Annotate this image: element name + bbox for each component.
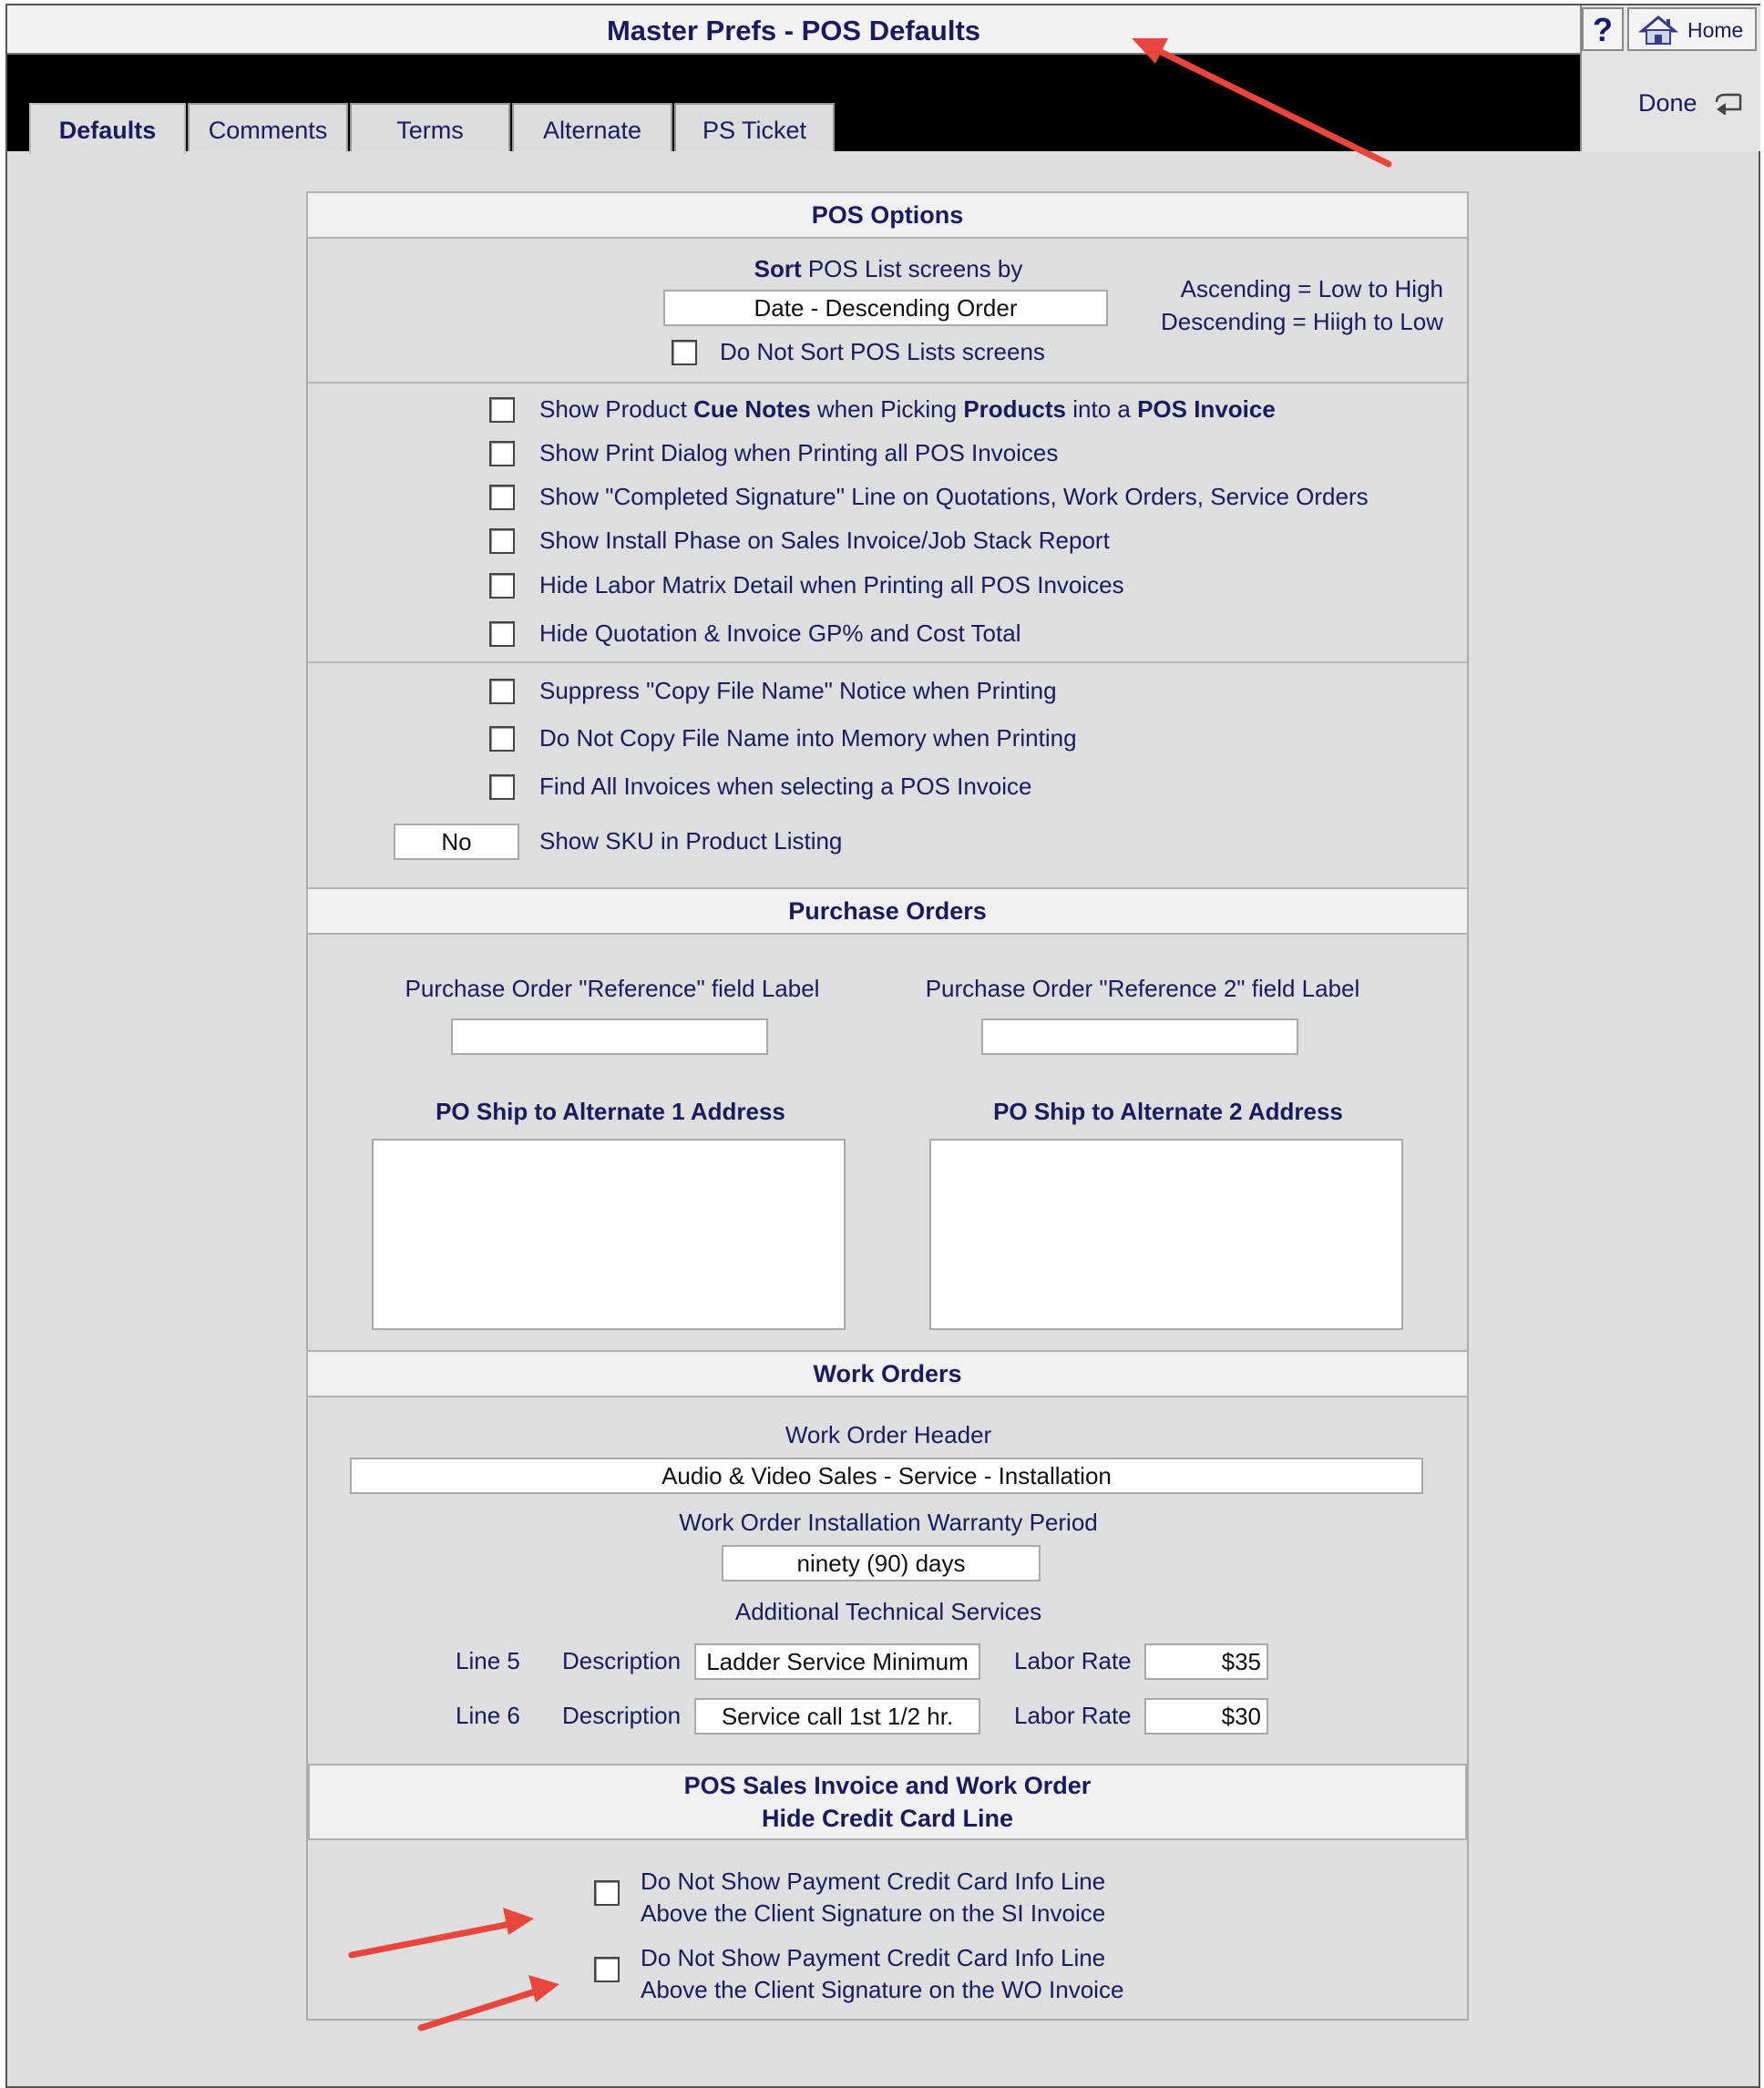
find-all-invoices-checkbox[interactable] — [489, 774, 515, 800]
descending-note: Descending = Hiigh to Low — [1160, 308, 1443, 335]
line5-label: Line 5 — [456, 1647, 520, 1674]
no-copy-memory-checkbox[interactable] — [489, 726, 515, 752]
suppress-copy-label: Suppress "Copy File Name" Notice when Printing — [539, 677, 1057, 704]
tab-alternate[interactable]: Alternate — [512, 103, 672, 151]
po-alt1-address-textarea[interactable] — [372, 1139, 846, 1330]
window-title: Master Prefs - POS Defaults — [7, 5, 1580, 55]
line6-label: Line 6 — [456, 1702, 520, 1729]
wo-header-label: Work Order Header — [785, 1421, 992, 1448]
show-sku-dropdown[interactable]: No — [394, 824, 519, 860]
cue-notes-checkbox[interactable] — [489, 397, 515, 423]
install-phase-label: Show Install Phase on Sales Invoice/Job Stack Report — [539, 527, 1110, 554]
done-label: Done — [1638, 89, 1697, 117]
home-label: Home — [1687, 18, 1744, 42]
line5-rate-label: Labor Rate — [1014, 1647, 1132, 1674]
suppress-copy-checkbox[interactable] — [489, 679, 515, 704]
credit-card-header-line1: POS Sales Invoice and Work Order — [683, 1772, 1092, 1799]
no-copy-memory-label: Do Not Copy File Name into Memory when Printing — [539, 724, 1077, 752]
print-dialog-label: Show Print Dialog when Printing all POS Invoices — [539, 439, 1059, 466]
po-reference2-label: Purchase Order "Reference 2" field Label — [925, 975, 1360, 1002]
install-phase-checkbox[interactable] — [489, 528, 515, 554]
hide-cc-si-checkbox[interactable] — [594, 1880, 620, 1906]
line6-rate-label: Labor Rate — [1014, 1702, 1132, 1729]
line6-rate-input[interactable]: $30 — [1144, 1698, 1268, 1735]
home-button[interactable] — [1627, 7, 1757, 51]
do-not-sort-label: Do Not Sort POS Lists screens — [720, 338, 1045, 365]
home-icon — [1638, 15, 1678, 46]
tech-services-label: Additional Technical Services — [734, 1598, 1042, 1625]
po-reference2-input[interactable] — [981, 1018, 1298, 1055]
ascending-note: Ascending = Low to High — [1180, 275, 1443, 302]
sort-label: Sort POS List screens by — [754, 255, 1023, 282]
po-reference-label: Purchase Order "Reference" field Label — [405, 975, 820, 1002]
return-arrow-icon — [1711, 91, 1744, 115]
tab-defaults[interactable]: Defaults — [29, 103, 186, 154]
print-dialog-checkbox[interactable] — [489, 441, 515, 466]
tab-comments[interactable]: Comments — [188, 103, 348, 151]
show-sku-label: Show SKU in Product Listing — [539, 827, 843, 855]
work-orders-header: Work Orders — [306, 1350, 1469, 1397]
hide-cc-si-label-line1: Do Not Show Payment Credit Card Info Line — [641, 1868, 1106, 1895]
pos-options-header: POS Options — [306, 191, 1469, 239]
completed-signature-checkbox[interactable] — [489, 485, 515, 510]
tab-ps-ticket[interactable]: PS Ticket — [674, 103, 835, 151]
find-all-invoices-label: Find All Invoices when selecting a POS Invoice — [539, 773, 1032, 800]
done-button[interactable] — [1631, 82, 1749, 124]
credit-card-header — [308, 1764, 1467, 1840]
line6-description-label: Description — [562, 1702, 682, 1729]
credit-card-header-line2: Hide Credit Card Line — [761, 1805, 1014, 1832]
hide-gp-label: Hide Quotation & Invoice GP% and Cost Total — [539, 619, 1021, 647]
hide-cc-wo-checkbox[interactable] — [594, 1957, 620, 1982]
po-alt2-address-textarea[interactable] — [929, 1139, 1403, 1330]
wo-header-input[interactable]: Audio & Video Sales - Service - Installation — [350, 1458, 1423, 1494]
sort-order-dropdown[interactable]: Date - Descending Order — [663, 290, 1108, 326]
help-button[interactable]: ? — [1582, 7, 1624, 51]
tab-terms[interactable]: Terms — [350, 103, 510, 151]
line5-description-label: Description — [562, 1647, 682, 1674]
po-reference-input[interactable] — [451, 1018, 768, 1055]
hide-labor-matrix-checkbox[interactable] — [489, 573, 515, 599]
hide-cc-wo-label-line1: Do Not Show Payment Credit Card Info Line — [641, 1944, 1106, 1971]
wo-warranty-input[interactable]: ninety (90) days — [722, 1545, 1041, 1581]
line5-description-input[interactable]: Ladder Service Minimum — [694, 1643, 980, 1680]
cue-notes-label: Show Product Cue Notes when Picking Products into a POS Invoice — [539, 395, 1276, 423]
hide-gp-checkbox[interactable] — [489, 621, 515, 647]
line6-description-input[interactable]: Service call 1st 1/2 hr. — [694, 1698, 980, 1735]
divider — [308, 382, 1467, 384]
po-alt1-label: PO Ship to Alternate 1 Address — [436, 1098, 785, 1125]
hide-labor-matrix-label: Hide Labor Matrix Detail when Printing all POS Invoices — [539, 571, 1124, 599]
hide-cc-si-label-line2: Above the Client Signature on the SI Invoice — [641, 1899, 1106, 1927]
purchase-orders-header: Purchase Orders — [306, 887, 1469, 935]
wo-warranty-label: Work Order Installation Warranty Period — [679, 1509, 1098, 1536]
divider — [308, 661, 1467, 663]
do-not-sort-checkbox[interactable] — [672, 340, 697, 365]
po-alt2-label: PO Ship to Alternate 2 Address — [993, 1098, 1343, 1125]
hide-cc-wo-label-line2: Above the Client Signature on the WO Invoice — [641, 1976, 1124, 2003]
line5-rate-input[interactable]: $35 — [1144, 1643, 1268, 1680]
completed-signature-label: Show "Completed Signature" Line on Quotations, Work Orders, Service Orders — [539, 483, 1369, 510]
